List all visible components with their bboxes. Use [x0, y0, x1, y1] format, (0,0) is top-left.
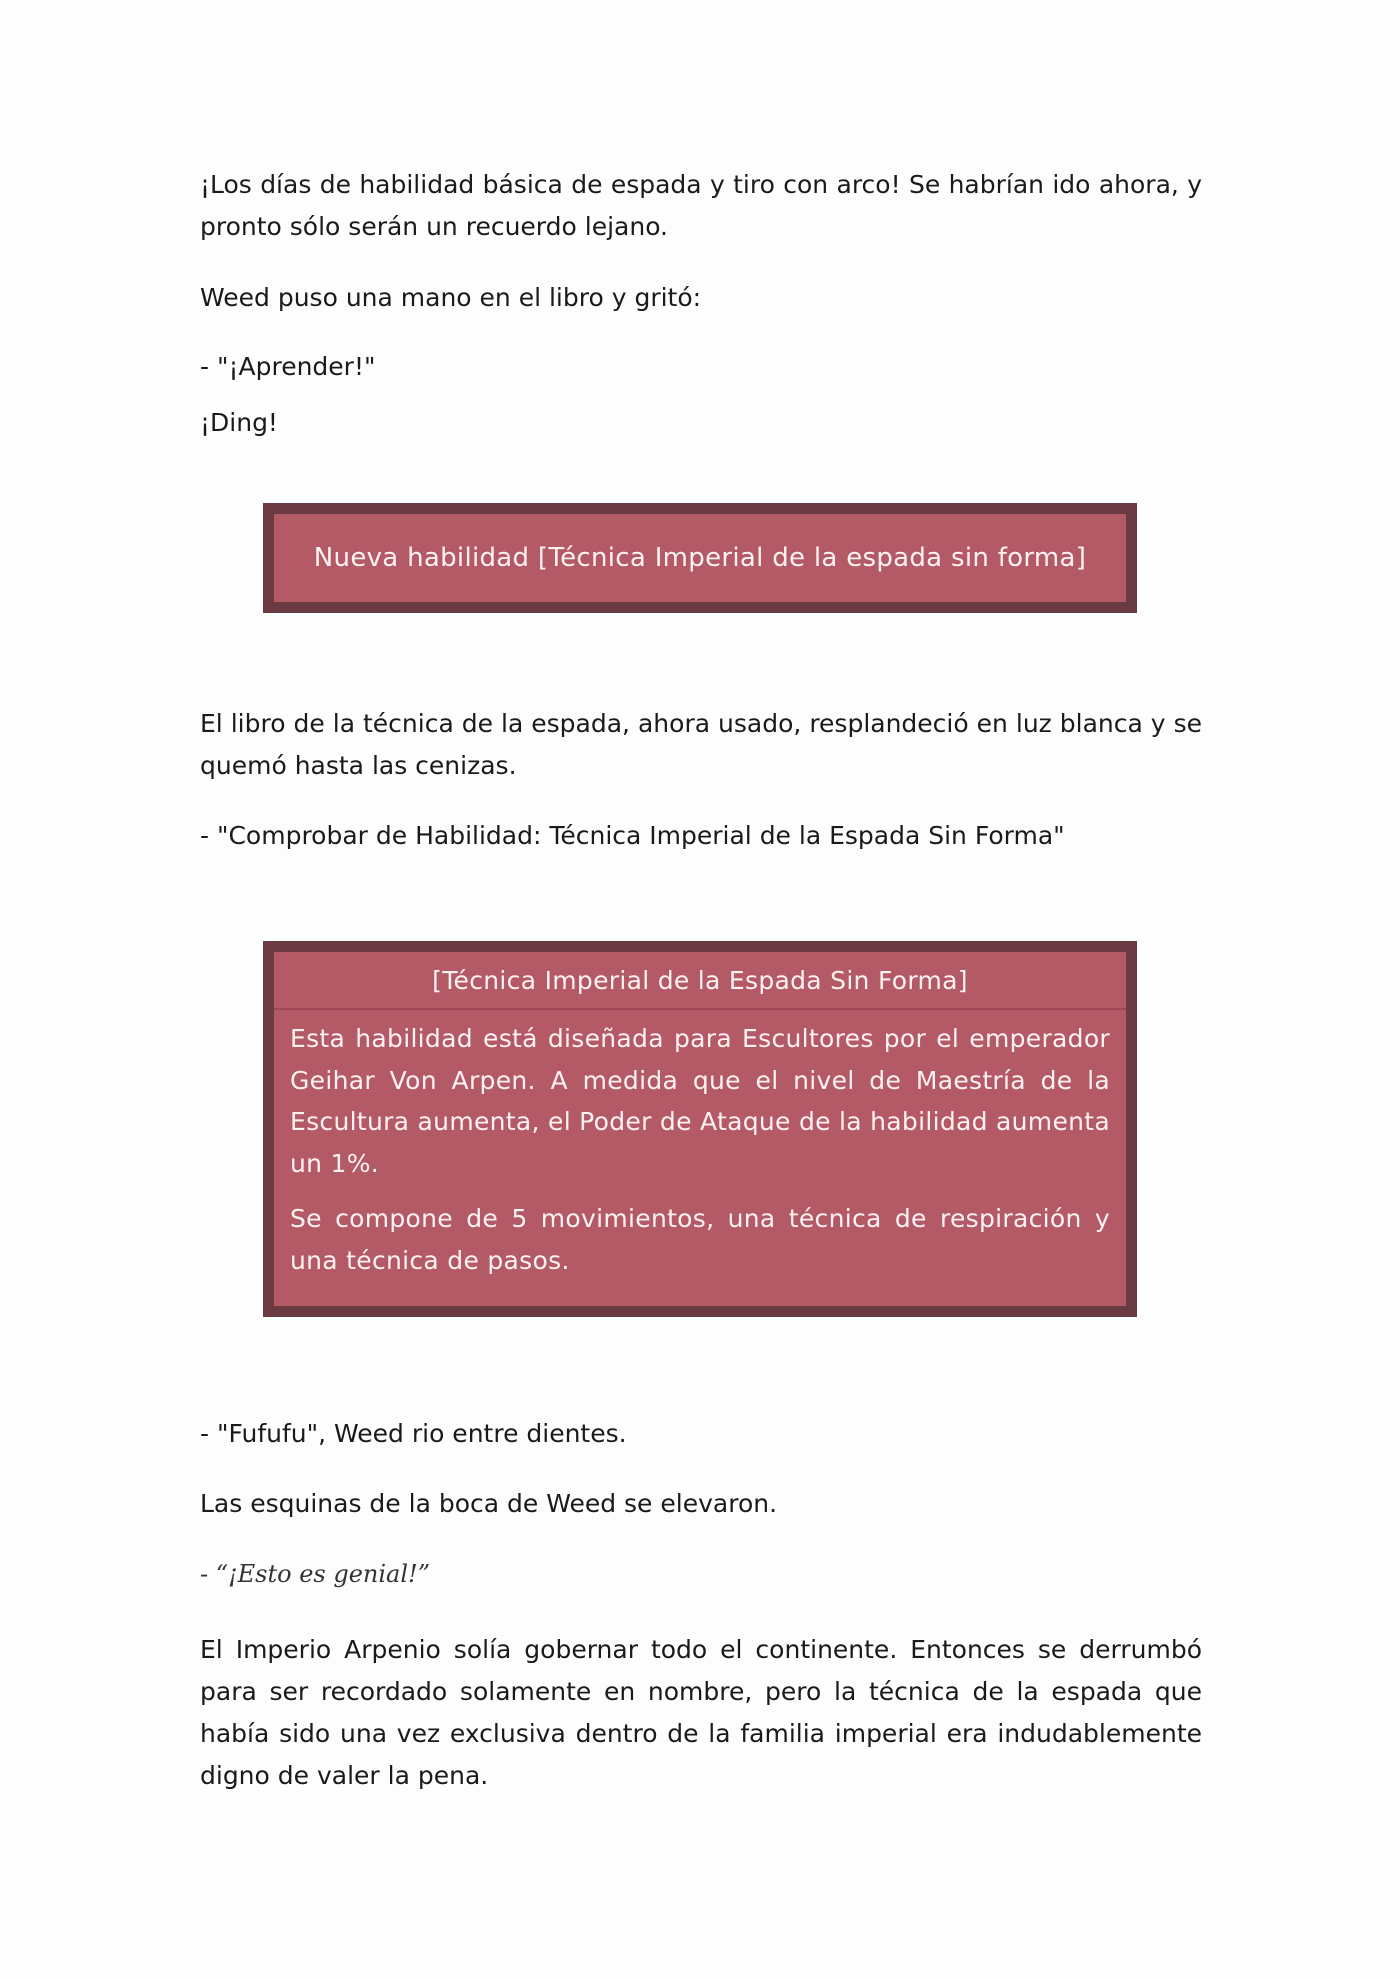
paragraph-weed-hand: Weed puso una mano en el libro y gritó: — [200, 283, 702, 312]
paragraph-intro: ¡Los días de habilidad básica de espada y tiro con arco! Se habrían ido ahora, y pronto sólo serán un recuerdo lejano. — [200, 170, 1202, 241]
skill-description: Esta habilidad está diseñada para Escultores por el emperador Geihar Von Arpen. A medida que el nivel de Maestría de la Escultura aumenta, el Poder de Ataque de la habilidad aumenta un 1%. — [290, 1024, 1111, 1178]
paragraph-book-burned: El libro de la técnica de la espada, ahora usado, resplandeció en luz blanca y se quemó hasta las cenizas. — [200, 709, 1202, 780]
dialogue-aprender: - "¡Aprender!" — [200, 352, 376, 381]
skill-body — [274, 1010, 1126, 1295]
skill-info-inner — [274, 952, 1126, 1306]
notification-text: Nueva habilidad [Técnica Imperial de la espada sin forma] — [313, 543, 1087, 573]
dialogue-genial: - “¡Esto es genial!” — [200, 1560, 430, 1588]
sound-ding: ¡Ding! — [200, 408, 278, 437]
skill-info-box — [263, 941, 1137, 1317]
dialogue-fufufu: - "Fufufu", Weed rio entre dientes. — [200, 1419, 627, 1448]
new-skill-notification-box — [263, 503, 1137, 613]
paragraph-arpen-empire: El Imperio Arpenio solía gobernar todo el continente. Entonces se derrumbó para ser recordado solamente en nombre, pero la técnica de la espada que había sido una vez exclusiva dentro de la familia imperial era indudablemente digno de valer la pena. — [200, 1635, 1202, 1790]
skill-composition: Se compone de 5 movimientos, una técnica de respiración y una técnica de pasos. — [290, 1204, 1110, 1275]
notification-inner — [274, 514, 1126, 602]
paragraph-mouth-corners: Las esquinas de la boca de Weed se elevaron. — [200, 1489, 778, 1518]
skill-title: [Técnica Imperial de la Espada Sin Forma] — [274, 952, 1126, 1010]
dialogue-check-skill: - "Comprobar de Habilidad: Técnica Imperial de la Espada Sin Forma" — [200, 821, 1065, 850]
